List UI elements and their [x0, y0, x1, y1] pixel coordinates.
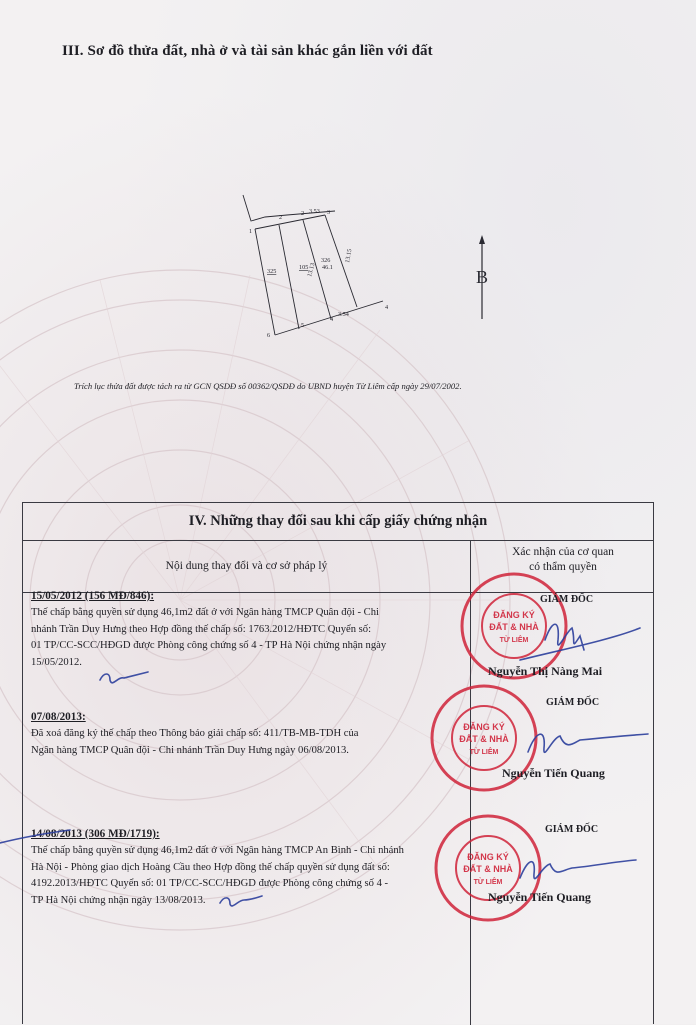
sketch-dim-left: 13.13 — [306, 262, 317, 278]
stamp-2-line1: ĐĂNG KÝ — [463, 722, 505, 732]
column-header-content: Nội dung thay đổi và cơ sở pháp lý — [165, 560, 328, 572]
entry-1-line4: 15/05/2012. — [31, 657, 82, 669]
entry-3-line1: Thế chấp bằng quyền sử dụng 46,1m2 đất ở với Ngân hàng TMCP An Bình - Chi nhánh — [31, 844, 404, 856]
column-header-confirmation-line1: Xác nhận của cơ quan — [512, 546, 614, 558]
entry-3-date: 14/08/2013 (306 MĐ/1719): — [31, 828, 160, 840]
sketch-point-1: 1 — [249, 228, 253, 235]
sketch-point-2b: 2 — [301, 210, 305, 217]
sketch-dim-top: 3.53 — [309, 208, 320, 215]
entry-3-line3: 4192.2013/HĐTC Quyển số: 01 TP/CC-SCC/HĐGD được Phòng công chứng số 4 - — [31, 878, 389, 890]
sketch-point-2a: 2 — [279, 214, 283, 221]
stamp-1-line2: ĐẤT & NHÀ — [489, 622, 539, 632]
sketch-point-4a: 4 — [330, 316, 334, 323]
sketch-point-3: 3 — [327, 209, 331, 216]
sketch-dim-bottom: 3.54 — [338, 311, 349, 318]
signer-3-title: GIÁM ĐỐC — [545, 824, 599, 835]
sketch-parcel-number: 326 — [321, 257, 331, 264]
signer-2-name: Nguyễn Tiến Quang — [502, 766, 605, 780]
sketch-neighbor-mid: 105 — [299, 264, 309, 271]
stamp-1-line3: TỪ LIÊM — [499, 637, 529, 644]
entry-1-date: 15/05/2012 (156 MĐ/846): — [31, 590, 155, 602]
entry-1-line1: Thế chấp bằng quyền sử dụng 46,1m2 đất ở với Ngân hàng TMCP Quân đội - Chi — [31, 606, 379, 618]
sketch-dim-right: 13.15 — [344, 248, 354, 264]
stamp-3-line2: ĐẤT & NHÀ — [463, 864, 513, 874]
sketch-neighbor-left: 325 — [267, 268, 277, 275]
signer-1-title: GIÁM ĐỐC — [540, 594, 594, 605]
stamp-2-line3: TỪ LIÊM — [469, 749, 499, 756]
entry-2-line2: Ngân hàng TMCP Quân đội - Chi nhánh Trần Duy Hưng ngày 06/08/2013. — [31, 744, 349, 756]
compass-label: B — [476, 267, 489, 287]
signer-3-name: Nguyễn Tiến Quang — [488, 890, 591, 904]
entry-2-date: 07/08/2013: — [31, 711, 86, 723]
section-3-title: III. Sơ đồ thửa đất, nhà ở và tài sản khác gắn liền với đất — [62, 43, 433, 59]
sketch-parcel-area: 46.1 — [322, 264, 333, 271]
stamp-3-line3: TỪ LIÊM — [473, 879, 503, 886]
sketch-point-6: 6 — [267, 332, 271, 339]
stamp-2-line2: ĐẤT & NHÀ — [459, 734, 509, 744]
entry-3-line4: TP Hà Nội chứng nhận ngày 13/08/2013. — [31, 895, 206, 907]
stamp-3-line1: ĐĂNG KÝ — [467, 852, 509, 862]
entry-1-line3: 01 TP/CC-SCC/HĐGD được Phòng công chứng số 4 - TP Hà Nội chứng nhận ngày — [31, 640, 387, 652]
column-header-confirmation-line2: có thẩm quyền — [529, 561, 597, 573]
section-4-title: IV. Những thay đổi sau khi cấp giấy chứng nhận — [23, 503, 653, 541]
signer-1-name: Nguyễn Thị Nàng Mai — [488, 664, 603, 678]
sketch-point-5: 5 — [301, 322, 305, 329]
stamp-1-line1: ĐĂNG KÝ — [493, 610, 535, 620]
entry-3-line2: Hà Nội - Phòng giao dịch Hoàng Cầu theo Hợp đồng thế chấp quyền sử dụng đất số: — [31, 861, 390, 873]
extract-note: Trích lục thửa đất được tách ra từ GCN QSDĐ số 00362/QSDĐ do UBND huyện Từ Liêm cấp ngày 29/07/2002. — [74, 381, 462, 391]
entry-2-line1: Đã xoá đăng ký thế chấp theo Thông báo giải chấp số: 411/TB-MB-TDH của — [31, 727, 359, 739]
signer-2-title: GIÁM ĐỐC — [546, 697, 600, 708]
entry-1-line2: nhánh Trần Duy Hưng theo Hợp đồng thế chấp số: 1763.2012/HĐTC Quyển số: — [31, 623, 372, 635]
sketch-point-4b: 4 — [385, 304, 389, 311]
